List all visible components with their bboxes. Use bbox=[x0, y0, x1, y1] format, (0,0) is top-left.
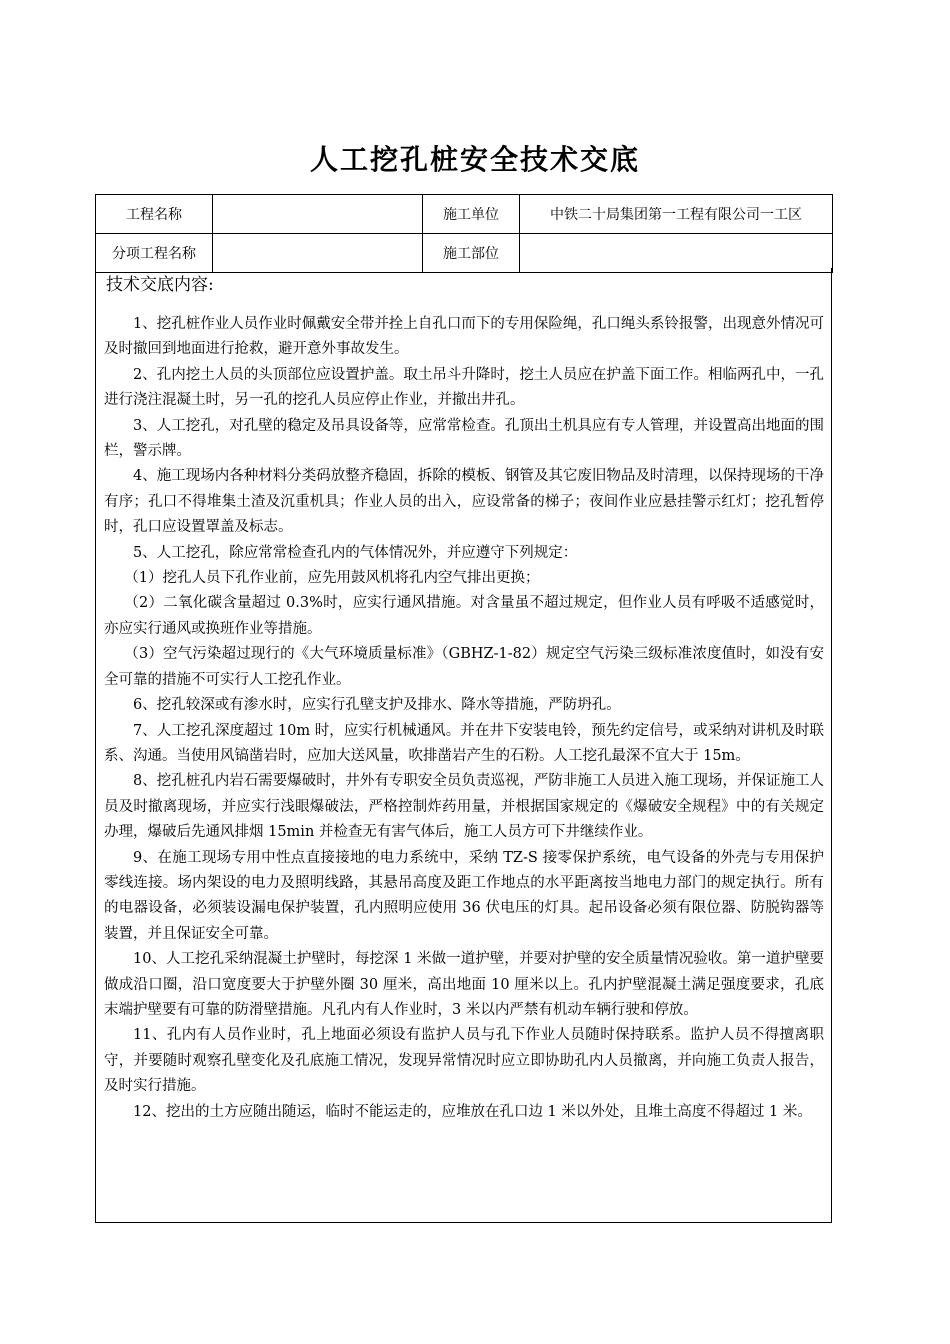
paragraph-subitem-5-3: （3）空气污染超过现行的《大气环境质量标准》（GBHZ-1-82）规定空气污染三级标准浓度值时，如没有安全可靠的措施不可实行人工挖孔作业。 bbox=[104, 646, 824, 688]
paragraph-item-11: 11、孔内有人员作业时，孔上地面必须设有监护人员与孔下作业人员随时保持联系。监护人员不得擅离职守，并要随时观察孔壁变化及孔底施工情况，发现异常情况时应立即协助孔内人员撤离，并向施工负责人报告，及时实行措施。 bbox=[104, 1027, 824, 1095]
paragraph-item-6: 6、挖孔较深或有渗水时，应实行孔壁支护及排水、降水等措施，严防坍孔。 bbox=[133, 697, 621, 714]
project-info-table bbox=[95, 194, 833, 273]
paragraph-item-3: 3、人工挖孔，对孔壁的稳定及吊具设备等，应常常检查。孔顶出土机具应有专人管理，并设置高出地面的围栏，警示牌。 bbox=[104, 417, 824, 460]
page-title: 人工挖孔桩安全技术交底 bbox=[309, 143, 640, 176]
disclosure-content-box bbox=[95, 268, 832, 1223]
content-heading: 技术交底内容: bbox=[106, 275, 214, 295]
paragraph-subitem-5-1: （1）挖孔人员下孔作业前，应先用鼓风机将孔内空气排出更换； bbox=[124, 570, 540, 587]
paragraph-item-4: 4、施工现场内各种材料分类码放整齐稳固，拆除的模板、钢管及其它废旧物品及时清理，以保持现场的干净有序；孔口不得堆集土渣及沉重机具；作业人员的出入，应设常备的梯子；夜间作业应悬挂警示红灯；挖孔暂停时，孔口应设置罩盖及标志。 bbox=[104, 468, 824, 536]
construction-part-value bbox=[520, 234, 833, 273]
paragraph-item-1: 1、挖孔桩作业人员作业时佩戴安全带并拴上自孔口而下的专用保险绳，孔口绳头系铃报警，出现意外情况可及时撤回到地面进行抢救，避开意外事故发生。 bbox=[104, 316, 824, 358]
paragraph-item-7: 7、人工挖孔深度超过 10m 时，应实行机械通风。并在井下安装电铃，预先约定信号，或采纳对讲机及时联系、沟通。当使用风镐凿岩时，应加大送风量，吹排凿岩产生的石粉。人工挖孔最深不宜大于 15m。 bbox=[104, 722, 824, 764]
table-row bbox=[96, 195, 833, 234]
paragraph-item-8: 8、挖孔桩孔内岩石需要爆破时，井外有专职安全员负责巡视，严防非施工人员进入施工现场，并保证施工人员及时撤离现场，并应实行浅眼爆破法，严格控制炸药用量，并根据国家规定的《爆破安全规程》中的有关规定办理，爆破后先通风排烟 15min 并检查无有害气体后，施工人员方可下井继续作业。 bbox=[104, 773, 824, 841]
paragraph-item-10: 10、人工挖孔采纳混凝土护壁时，每挖深 1 米做一道护壁，并要对护壁的安全质量情况验收。第一道护壁要做成沿口圈，沿口宽度要大于护壁外圈 30 厘米，高出地面 10 厘米以上。孔内护壁混凝土满足强度要求，孔底末端护壁要有可靠的防滑壁措施。凡孔内有人作业时，3 米以内严禁有机动车辆行驶和停放。 bbox=[104, 951, 824, 1018]
table-row bbox=[96, 234, 833, 273]
sub-project-label: 分项工程名称 bbox=[96, 234, 213, 273]
project-name-label: 工程名称 bbox=[96, 195, 213, 234]
paragraph-item-12: 12、挖出的土方应随出随运，临时不能运走的，应堆放在孔口边 1 米以外处，且堆土高度不得超过 1 米。 bbox=[133, 1103, 812, 1120]
sub-project-value bbox=[213, 234, 423, 273]
paragraph-item-5: 5、人工挖孔，除应常常检查孔内的气体情况外，并应遵守下列规定： bbox=[133, 544, 578, 561]
paragraph-item-2: 2、孔内挖土人员的头顶部位应设置护盖。取土吊斗升降时，挖土人员应在护盖下面工作。相临两孔中，一孔进行浇注混凝土时，另一孔的挖孔人员应停止作业，并撤出井孔。 bbox=[104, 366, 824, 409]
project-name-value bbox=[213, 195, 423, 234]
construction-part-label: 施工部位 bbox=[423, 234, 520, 273]
construction-unit-label: 施工单位 bbox=[423, 195, 520, 234]
paragraph-subitem-5-2: （2）二氧化碳含量超过 0.3%时，应实行通风措施。对含量虽不超过规定，但作业人员有呼吸不适感觉时，亦应实行通风或换班作业等措施。 bbox=[104, 595, 824, 637]
construction-unit-value: 中铁二十局集团第一工程有限公司一工区 bbox=[520, 195, 833, 234]
paragraph-item-9: 9、在施工现场专用中性点直接接地的电力系统中，采纳 TZ-S 接零保护系统，电气设备的外壳与专用保护零线连接。场内架设的电力及照明线路，其悬吊高度及距工作地点的水平距离按当地电力部门的规定执行。所有的电器设备，必须装设漏电保护装置，孔内照明应使用 36 伏电压的灯具。起吊设备必须有限位器、防脱钩器等装置，并且保证安全可靠。 bbox=[104, 849, 824, 942]
content-body bbox=[104, 312, 824, 1125]
